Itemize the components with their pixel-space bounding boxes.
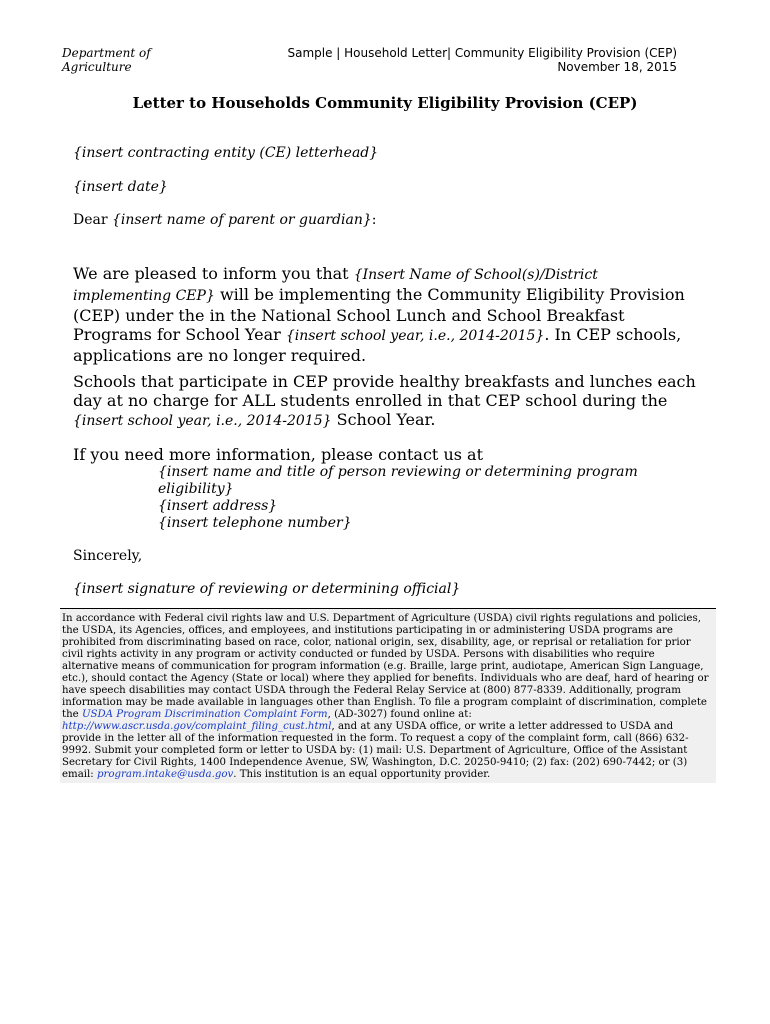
header-organization bbox=[62, 46, 151, 74]
p1-text-c: will be implementing the Community Eligibility Provision (CEP) under the in the National School Lunch and School Breakfast Programs for School Year bbox=[73, 285, 685, 344]
letterhead-placeholder: {insert contracting entity (CE) letterhead} bbox=[73, 145, 379, 161]
p1-school-year-placeholder: {insert school year, i.e., 2014-2015} bbox=[285, 328, 545, 344]
p2-text-a: Schools that participate in CEP provide healthy breakfasts and lunches each day at no charge for ALL students enrolled in that CEP school during the bbox=[73, 372, 696, 410]
signature-placeholder: {insert signature of reviewing or determining official} bbox=[73, 581, 461, 597]
document-date: November 18, 2015 bbox=[557, 60, 677, 74]
page-title: Letter to Households Community Eligibility Provision (CEP) bbox=[132, 94, 638, 112]
closing: Sincerely, bbox=[73, 548, 143, 564]
salutation bbox=[73, 211, 703, 229]
header-document-info bbox=[287, 46, 677, 74]
salutation-name-placeholder: {insert name of parent or guardian} bbox=[112, 212, 372, 228]
org-line-2: Agriculture bbox=[62, 60, 132, 74]
complaint-url-link[interactable]: http://www.ascr.usda.gov/complaint_filing_cust.html bbox=[62, 721, 332, 732]
contact-phone-placeholder: {insert telephone number} bbox=[158, 515, 352, 531]
p2-school-year-placeholder: {insert school year, i.e., 2014-2015} bbox=[73, 413, 332, 429]
paragraph-contact: If you need more information, please contact us at bbox=[73, 445, 484, 464]
contact-block bbox=[158, 464, 678, 532]
notice-text-4: . This institution is an equal opportunity provider. bbox=[233, 769, 491, 780]
salutation-dear: Dear bbox=[73, 212, 112, 228]
date-placeholder: {insert date} bbox=[73, 179, 168, 195]
paragraph-free-meals bbox=[73, 372, 703, 431]
p2-text-c: School Year. bbox=[331, 410, 436, 429]
complaint-form-link[interactable]: USDA Program Discrimination Complaint Form bbox=[81, 709, 328, 720]
document-title: Sample | Household Letter| Community Eligibility Provision (CEP) bbox=[287, 46, 677, 60]
p1-text-e: . In CEP schools, applications are no longer required. bbox=[73, 325, 682, 365]
p1-school-placeholder: {Insert Name of School(s)/District implementing CEP} bbox=[73, 267, 598, 304]
contact-address-placeholder: {insert address} bbox=[158, 498, 278, 514]
email-link[interactable]: program.intake@usda.gov bbox=[96, 769, 234, 780]
salutation-colon: : bbox=[371, 212, 377, 228]
nondiscrimination-statement bbox=[60, 608, 716, 783]
org-line-1: Department of bbox=[62, 46, 151, 60]
notice-text-3: , and at any USDA office, or write a letter addressed to USDA and provide in the letter all of the information requested in the form. To request a copy of the complaint form, call (866) 632-9992. Submit your completed form or letter to USDA by: (1) mail: U.S. Department of Agriculture, Office of the Assistant Secretary for Civil Rights, 1400 Independence Avenue, SW, Washington, D.C. 20250-9410; (2) fax: (202) 690-7442; or (3) email: bbox=[62, 721, 689, 780]
contact-name-placeholder: {insert name and title of person reviewing or determining program eligibility} bbox=[158, 464, 638, 497]
p1-text-a: We are pleased to inform you that bbox=[73, 264, 354, 283]
notice-text-2: , (AD-3027) found online at: bbox=[327, 709, 472, 720]
paragraph-cep-implementation bbox=[73, 264, 698, 365]
notice-text-1: In accordance with Federal civil rights law and U.S. Department of Agriculture (USDA) civil rights regulations and policies, the USDA, its Agencies, offices, and employees, and institutions participating in or administering USDA programs are prohibited from discriminating based on race, color, national origin, sex, disability, age, or reprisal or retaliation for prior civil rights activity in any program or activity conducted or funded by USDA. Persons with disabilities who require alternative means of communication for program information (e.g. Braille, large print, audiotape, American Sign Language, etc.), should contact the Agency (State or local) where they applied for benefits. Individuals who are deaf, hard of hearing or have speech disabilities may contact USDA through the Federal Relay Service at (800) 877-8339. Additionally, program information may be made available in languages other than English. To file a program complaint of discrimination, complete the bbox=[62, 613, 709, 720]
